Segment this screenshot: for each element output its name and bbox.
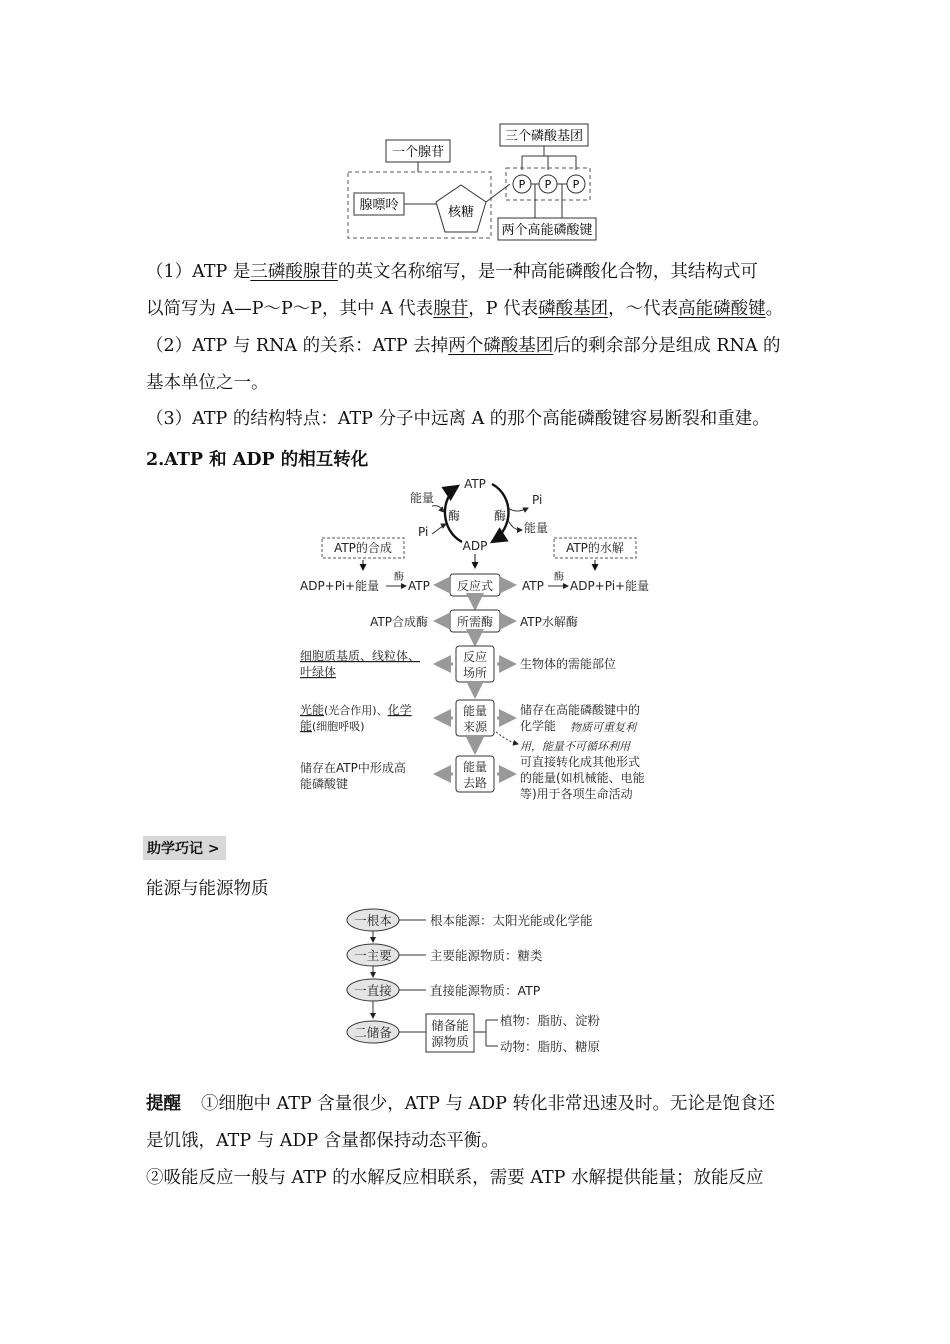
right-enzyme: ATP水解酶	[520, 615, 578, 629]
p2-underline-phosphate: 磷酸基团	[538, 299, 609, 319]
cycle-enzyme-left: 酶	[447, 509, 461, 523]
p3-underline: 两个磷酸基团	[448, 336, 554, 356]
phosphate-1-label: P	[518, 178, 526, 191]
site-label-1: 反应	[462, 650, 488, 664]
left-source-2: 能(细胞呼吸)	[300, 719, 365, 733]
study-tip-tag: 助学巧记 >	[143, 836, 226, 860]
ribose-label: 核糖	[447, 205, 475, 220]
right-site: 生物体的需能部位	[520, 657, 617, 671]
synthesis-label: ATP的合成	[334, 541, 392, 555]
right-dest-1: 可直接转化成其他形式	[520, 755, 641, 769]
phosphate-3-label: P	[572, 178, 580, 191]
p1-underline-atp-name: 三磷酸腺苷	[250, 262, 338, 282]
direct-text: 直接能源物质：ATP	[430, 983, 541, 998]
root-text: 根本能源：太阳光能或化学能	[430, 913, 593, 928]
atp-structure-diagram	[340, 122, 600, 244]
main-label: 一主要	[354, 948, 392, 963]
energy-sources-diagram	[340, 904, 630, 1060]
paragraph-4: 基本单位之一。	[146, 373, 269, 393]
storage-label: 二储备	[354, 1025, 392, 1040]
p2-underline-bond: 高能磷酸键	[678, 299, 766, 319]
left-site-2: 叶绿体	[300, 665, 337, 679]
left-dest-2: 能磷酸键	[300, 777, 349, 791]
p1-text-c: 的英文名称缩写，是一种高能磷酸化合物，其结构式可	[337, 262, 758, 282]
root-label: 一根本	[354, 913, 392, 928]
animal-storage: 动物：脂肪、糖原	[500, 1039, 601, 1054]
left-site-1: 细胞质基质、线粒体、	[300, 649, 421, 663]
reminder-text-1: ①细胞中 ATP 含量很少，ATP 与 ADP 转化非常迅速及时。无论是饱食还	[201, 1094, 776, 1114]
two-bonds-label: 两个高能磷酸键	[501, 223, 593, 238]
p2-text-c: ，P 代表	[468, 299, 539, 319]
right-dest-2: 的能量(如机械能、电能	[520, 771, 645, 785]
p3-text-c: 后的剩余部分是组成 RNA 的	[553, 336, 781, 356]
hydrolysis-label: ATP的水解	[566, 541, 624, 555]
right-dest-3: 等)用于各项生命活动	[520, 787, 633, 801]
direct-label: 一直接	[354, 983, 392, 998]
p2-text-g: 。	[765, 299, 784, 319]
right-source-1: 储存在高能磷酸键中的	[520, 703, 641, 717]
cycle-energy-in: 能量	[410, 491, 435, 505]
left-eq-enzyme: 酶	[394, 572, 404, 583]
reminder-line-3: ②吸能反应一般与 ATP 的水解反应相联系，需要 ATP 水解提供能量；放能反应	[146, 1168, 764, 1188]
cycle-pi-in: Pi	[418, 525, 429, 539]
reminder-line-1	[146, 1094, 775, 1114]
p2-underline-adenosine: 腺苷	[433, 299, 469, 319]
left-source-1: 光能(光合作用)、化学	[300, 703, 412, 717]
right-source-2: 化学能	[520, 719, 557, 733]
adenine-label: 腺嘌呤	[359, 198, 399, 213]
destination-label-1: 能量	[462, 760, 488, 774]
atp-adp-conversion-diagram	[292, 474, 670, 810]
paragraph-5: （3）ATP 的结构特点：ATP 分子中远离 A 的那个高能磷酸键容易断裂和重建。	[146, 409, 770, 429]
reminder-line-2: 是饥饿，ATP 与 ADP 含量都保持动态平衡。	[146, 1131, 499, 1151]
left-eq-end: ATP	[408, 579, 430, 593]
storage-box-line-2: 源物质	[431, 1034, 469, 1049]
p3-text-a: （2）ATP 与 RNA 的关系：ATP 去掉	[146, 336, 449, 356]
source-label-2: 来源	[462, 720, 488, 734]
paragraph-3	[146, 336, 781, 356]
handwritten-note-2: 用，能量不可循环利用	[520, 740, 630, 753]
enzyme-label: 所需酶	[456, 615, 494, 629]
source-label-1: 能量	[462, 704, 488, 718]
cycle-pi-out: Pi	[532, 493, 543, 507]
phosphate-2-label: P	[544, 178, 552, 191]
energy-section-title: 能源与能源物质	[146, 879, 269, 899]
reminder-label: 提醒	[146, 1094, 181, 1114]
paragraph-1	[146, 262, 758, 282]
storage-box-line-1: 储备能	[431, 1018, 469, 1033]
site-label-2: 场所	[462, 666, 488, 680]
plant-storage: 植物：脂肪、淀粉	[500, 1013, 601, 1028]
cycle-atp: ATP	[464, 477, 486, 491]
p1-text-a: （1）ATP 是	[146, 262, 251, 282]
handwritten-note-1: 物质可重复利	[570, 721, 636, 734]
left-equation: ADP+Pi+能量	[300, 579, 380, 593]
section-heading-2: 2.ATP 和 ADP 的相互转化	[146, 450, 369, 470]
paragraph-2	[146, 299, 783, 319]
right-equation: ADP+Pi+能量	[570, 579, 650, 593]
main-text: 主要能源物质：糖类	[430, 948, 543, 963]
reaction-label: 反应式	[456, 579, 494, 593]
cycle-energy-out: 能量	[524, 521, 549, 535]
adenosine-label: 一个腺苷	[391, 145, 445, 160]
destination-label-2: 去路	[462, 776, 488, 790]
left-dest-1: 储存在ATP中形成高	[300, 761, 406, 775]
left-enzyme: ATP合成酶	[370, 615, 428, 629]
p2-text-e: ，～代表	[608, 299, 679, 319]
p2-text-a: 以简写为 A—P～P～P，其中 A 代表	[146, 299, 434, 319]
three-phosphates-label: 三个磷酸基团	[504, 129, 584, 144]
right-eq-start: ATP	[522, 579, 544, 593]
right-eq-enzyme: 酶	[554, 572, 564, 583]
cycle-adp: ADP	[462, 539, 488, 553]
cycle-enzyme-right: 酶	[493, 509, 507, 523]
